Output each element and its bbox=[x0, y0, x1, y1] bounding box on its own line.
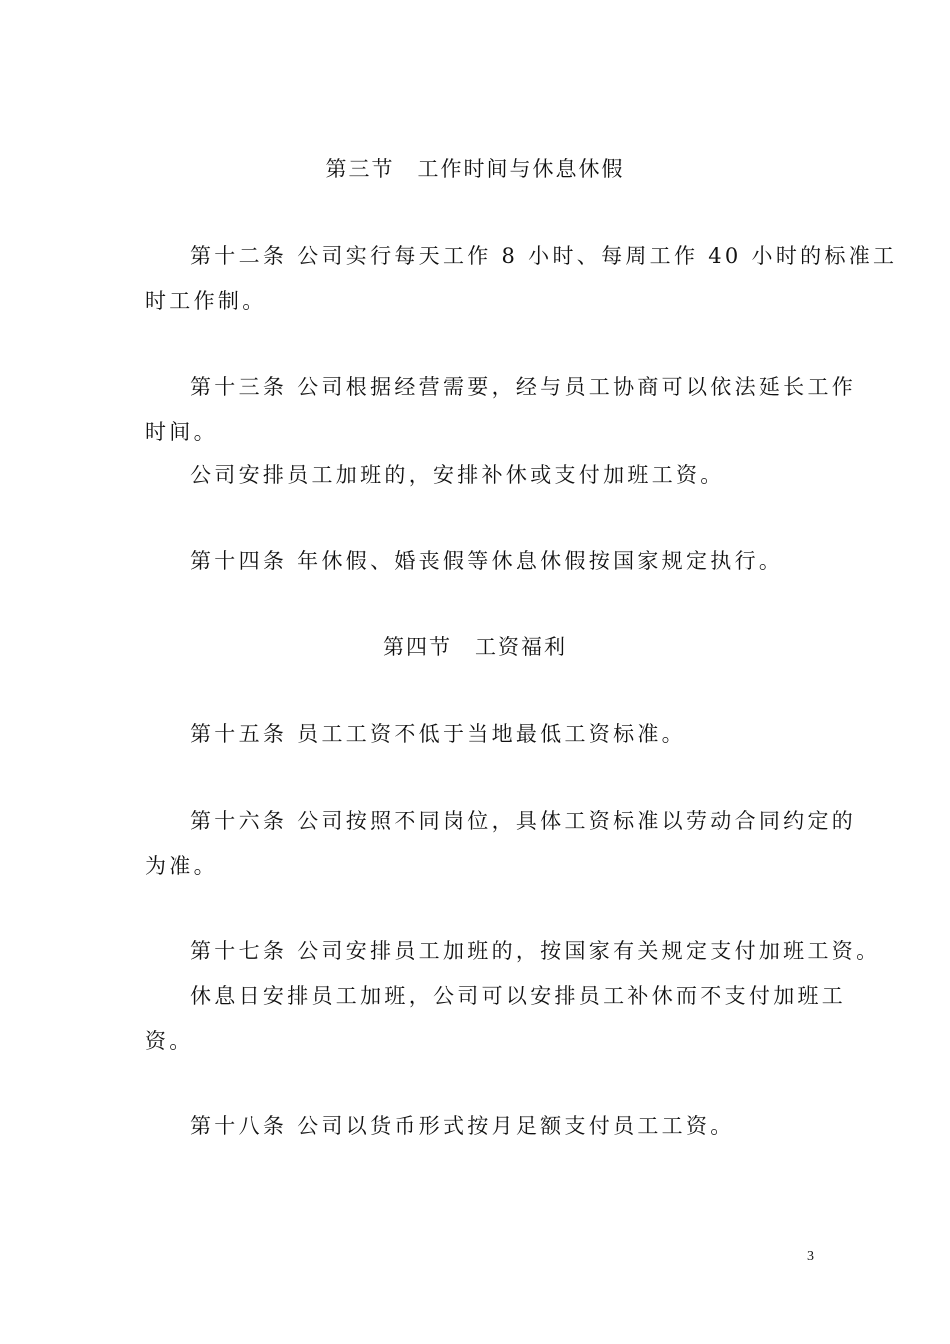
section-heading-3: 第三节 工作时间与休息休假 bbox=[325, 157, 625, 181]
article-12-line-1: 第十二条 公司实行每天工作 8 小时、每周工作 40 小时的标准工 bbox=[190, 244, 898, 268]
article-18-line-1: 第十八条 公司以货币形式按月足额支付员工工资。 bbox=[190, 1114, 735, 1138]
article-15-line-1: 第十五条 员工工资不低于当地最低工资标准。 bbox=[190, 722, 686, 746]
article-17-paragraph-2-line-1: 休息日安排员工加班，公司可以安排员工补休而不支付加班工 bbox=[190, 984, 847, 1008]
page-number: 3 bbox=[807, 1249, 814, 1264]
article-14-line-1: 第十四条 年休假、婚丧假等休息休假按国家规定执行。 bbox=[190, 549, 784, 573]
article-13-paragraph-2: 公司安排员工加班的，安排补休或支付加班工资。 bbox=[190, 463, 725, 487]
article-17-line-1: 第十七条 公司安排员工加班的，按国家有关规定支付加班工资。 bbox=[190, 939, 881, 963]
article-16-line-2: 为准。 bbox=[145, 854, 218, 878]
article-13-line-1: 第十三条 公司根据经营需要，经与员工协商可以依法延长工作 bbox=[190, 375, 857, 399]
article-17-paragraph-2-line-2: 资。 bbox=[145, 1029, 194, 1053]
section-heading-4: 第四节 工资福利 bbox=[383, 635, 567, 659]
article-16-line-1: 第十六条 公司按照不同岗位，具体工资标准以劳动合同约定的 bbox=[190, 809, 857, 833]
article-13-line-2: 时间。 bbox=[145, 420, 218, 444]
article-12-line-2: 时工作制。 bbox=[145, 289, 267, 313]
